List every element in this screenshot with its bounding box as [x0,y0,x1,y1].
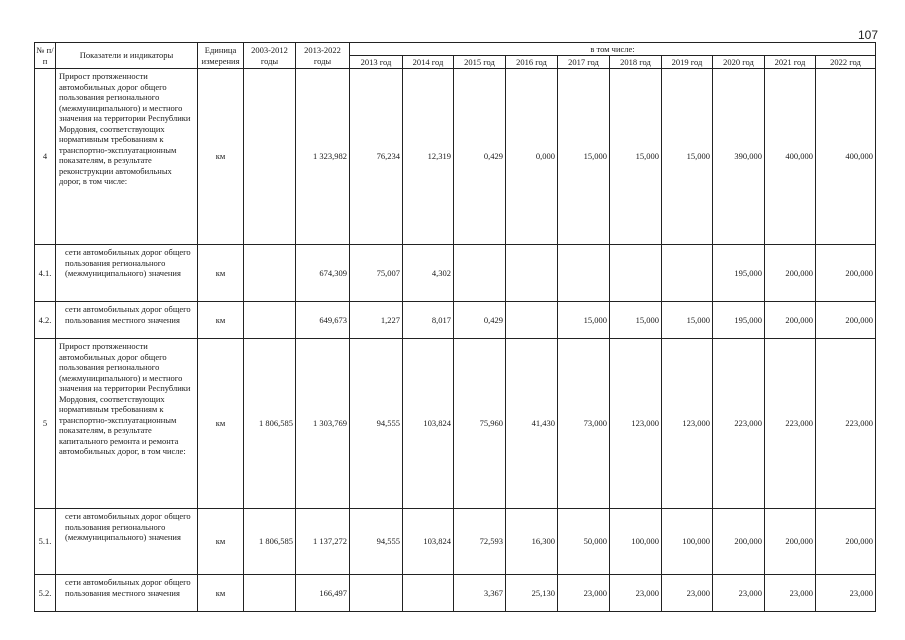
header-year: 2015 год [454,56,506,69]
row-year-value: 200,000 [816,302,876,339]
row-year-value: 123,000 [610,339,662,509]
row-year-value: 23,000 [816,575,876,612]
row-indicator-name: сети автомобильных дорог общего пользования местного значения [56,302,198,339]
row-year-value: 23,000 [610,575,662,612]
row-number: 4 [35,69,56,245]
page-number: 107 [858,28,879,42]
row-year-value: 103,824 [403,509,454,575]
row-year-value: 75,007 [350,245,403,302]
row-unit: км [198,339,244,509]
row-year-value [610,245,662,302]
row-unit: км [198,509,244,575]
indicators-table [34,42,876,612]
row-year-value: 100,000 [610,509,662,575]
row-year-value [506,245,558,302]
row-period-2013-2022: 649,673 [296,302,350,339]
row-year-value [403,575,454,612]
header-year: 2018 год [610,56,662,69]
row-year-value: 195,000 [713,302,765,339]
row-year-value [506,302,558,339]
row-year-value [558,245,610,302]
header-group: в том числе: [350,43,876,56]
row-year-value: 103,824 [403,339,454,509]
header-no: № п/п [35,43,56,69]
header-name: Показатели и индикаторы [56,43,198,69]
row-year-value: 1,227 [350,302,403,339]
table-row [35,69,876,245]
row-year-value: 200,000 [816,509,876,575]
row-year-value: 200,000 [765,245,816,302]
row-year-value: 0,429 [454,69,506,245]
row-year-value: 123,000 [662,339,713,509]
row-period-2003-2012: 1 806,585 [244,339,296,509]
row-period-2003-2012 [244,69,296,245]
row-year-value: 41,430 [506,339,558,509]
row-year-value: 50,000 [558,509,610,575]
row-year-value: 200,000 [713,509,765,575]
row-year-value: 15,000 [610,69,662,245]
row-number: 5 [35,339,56,509]
header-year: 2020 год [713,56,765,69]
row-year-value: 195,000 [713,245,765,302]
row-unit: км [198,245,244,302]
row-indicator-name: сети автомобильных дорог общего пользования регионального (межмуниципального) значения [56,245,198,302]
row-year-value: 200,000 [765,509,816,575]
row-year-value: 16,300 [506,509,558,575]
row-year-value: 75,960 [454,339,506,509]
row-year-value: 23,000 [662,575,713,612]
row-year-value [454,245,506,302]
row-year-value: 15,000 [558,302,610,339]
row-year-value: 23,000 [765,575,816,612]
row-indicator-name: Прирост протяженности автомобильных дорог общего пользования регионального (межмуниципального) и местного значения на территории Республики Мордовия, соответствующих нормативным требованиям к транспортно-эксплуатационным показателям, в результате капитального ремонта и ремонта автомобильных дорог, в том числе: [56,339,198,509]
header-year: 2022 год [816,56,876,69]
row-year-value: 23,000 [713,575,765,612]
row-unit: км [198,69,244,245]
row-year-value: 15,000 [662,69,713,245]
row-period-2013-2022: 674,309 [296,245,350,302]
header-year: 2019 год [662,56,713,69]
row-year-value: 200,000 [765,302,816,339]
header-year: 2016 год [506,56,558,69]
row-period-2013-2022: 166,497 [296,575,350,612]
row-year-value: 72,593 [454,509,506,575]
row-year-value: 94,555 [350,509,403,575]
row-period-2003-2012 [244,302,296,339]
row-number: 5.1. [35,509,56,575]
row-year-value: 390,000 [713,69,765,245]
row-year-value: 15,000 [610,302,662,339]
header-year: 2013 год [350,56,403,69]
row-year-value: 100,000 [662,509,713,575]
row-number: 4.2. [35,302,56,339]
row-period-2003-2012 [244,245,296,302]
row-year-value [350,575,403,612]
row-year-value: 8,017 [403,302,454,339]
row-period-2013-2022: 1 303,769 [296,339,350,509]
row-year-value [662,245,713,302]
row-year-value: 223,000 [816,339,876,509]
row-year-value: 223,000 [713,339,765,509]
row-year-value: 73,000 [558,339,610,509]
row-year-value: 3,367 [454,575,506,612]
header-unit: Единица измерения [198,43,244,69]
row-period-2003-2012 [244,575,296,612]
row-number: 5.2. [35,575,56,612]
row-period-2013-2022: 1 137,272 [296,509,350,575]
row-year-value: 15,000 [558,69,610,245]
table-row [35,509,876,575]
row-year-value: 0,000 [506,69,558,245]
header-year: 2017 год [558,56,610,69]
row-year-value: 15,000 [662,302,713,339]
row-year-value: 4,302 [403,245,454,302]
row-year-value: 23,000 [558,575,610,612]
row-indicator-name: сети автомобильных дорог общего пользования регионального (межмуниципального) значения [56,509,198,575]
row-unit: км [198,302,244,339]
row-year-value: 223,000 [765,339,816,509]
table-row [35,575,876,612]
row-year-value: 25,130 [506,575,558,612]
row-year-value: 400,000 [765,69,816,245]
header-year: 2014 год [403,56,454,69]
row-period-2013-2022: 1 323,982 [296,69,350,245]
row-year-value: 400,000 [816,69,876,245]
row-year-value: 0,429 [454,302,506,339]
row-year-value: 12,319 [403,69,454,245]
row-year-value: 94,555 [350,339,403,509]
row-year-value: 200,000 [816,245,876,302]
table-row [35,302,876,339]
row-indicator-name: сети автомобильных дорог общего пользования местного значения [56,575,198,612]
table-row [35,339,876,509]
header-period-2003-2012: 2003-2012 годы [244,43,296,69]
table-row [35,245,876,302]
row-period-2003-2012: 1 806,585 [244,509,296,575]
row-unit: км [198,575,244,612]
row-indicator-name: Прирост протяженности автомобильных дорог общего пользования регионального (межмуниципального) и местного значения на территории Республики Мордовия, соответствующих нормативным требованиям к транспортно-эксплуатационным показателям, в результате реконструкции автомобильных дорог, в том числе: [56,69,198,245]
header-period-2013-2022: 2013-2022 годы [296,43,350,69]
row-year-value: 76,234 [350,69,403,245]
header-year: 2021 год [765,56,816,69]
row-number: 4.1. [35,245,56,302]
